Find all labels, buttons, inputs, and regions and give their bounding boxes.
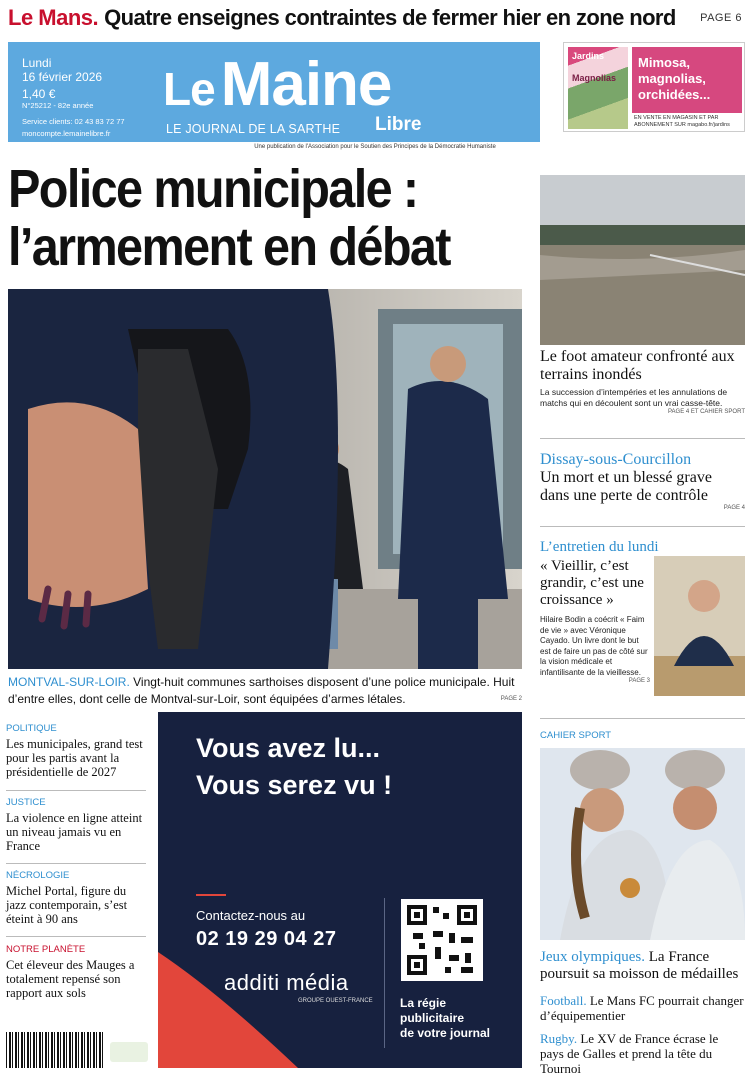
left-item-label: NOTRE PLANÈTE <box>6 944 86 955</box>
entretien-quote: « Vieillir, c’est grandir, c’est une croissance » <box>540 558 644 608</box>
rugby-label: Rugby. <box>540 1031 578 1046</box>
caption-page: PAGE 2 <box>500 696 522 702</box>
magazine-subtitle: Magnolias <box>572 73 617 83</box>
ad-headline-1: Vous avez lu... <box>196 733 381 763</box>
olympics-text: La France poursuit sa moisson de médailles <box>540 949 739 982</box>
main-photo-caption <box>8 674 522 708</box>
ad-regie <box>400 996 490 1041</box>
left-item-text: La violence en ligne atteint un niveau jamais vu en France <box>6 811 143 853</box>
ad-regie-1: La régie <box>400 996 447 1010</box>
left-item-politique[interactable] <box>6 723 148 779</box>
advertisement[interactable] <box>158 712 522 1068</box>
logo-le: Le <box>163 63 215 115</box>
divider <box>540 438 745 439</box>
football-article[interactable] <box>540 993 745 1023</box>
entretien-article[interactable] <box>540 538 659 684</box>
top-banner[interactable] <box>8 4 742 32</box>
football-text: Le Mans FC pourrait changer d’équipementier <box>540 993 744 1023</box>
divider <box>6 863 146 864</box>
foot-body: La succession d’intempéries et les annulations de matchs qui en découlent sont un vrai casse-tête. <box>540 387 728 408</box>
left-item-label: NÉCROLOGIE <box>6 870 70 881</box>
ad-brand: additi média <box>224 970 349 995</box>
dissay-article[interactable] <box>540 451 745 511</box>
ad-groupe: GROUPE OUEST-FRANCE <box>298 998 373 1004</box>
entretien-body: Hilaire Bodin a coécrit « Faim de vie » avec Véronique Cayado. Un livre dont le but est de faire un pas de côté sur la vision médicale et infantilisante de la vieillesse. <box>540 615 648 677</box>
masthead-meta <box>22 100 125 140</box>
man-portrait-illustration <box>654 556 745 696</box>
main-photo[interactable] <box>8 289 522 669</box>
newspaper-logo[interactable] <box>163 50 392 120</box>
logo-maine: Maine <box>220 50 392 119</box>
promo-text: Mimosa, magnolias, orchidées... <box>632 47 742 113</box>
magazine-promo[interactable] <box>563 42 745 132</box>
left-item-text: Les municipales, grand test pour les partis avant la présidentielle de 2027 <box>6 737 143 779</box>
divider <box>540 526 745 527</box>
promo-small-print: EN VENTE EN MAGASIN ET PAR ABONNEMENT SUR magabo.fr/jardins <box>634 115 730 128</box>
main-headline[interactable] <box>8 160 476 276</box>
divider <box>6 790 146 791</box>
masthead-account-link[interactable]: moncompte.lemainelibre.fr <box>22 129 111 138</box>
barcode <box>6 1032 104 1068</box>
ad-regie-3: de votre journal <box>400 1026 491 1040</box>
caption-text: Vingt-huit communes sarthoises disposent d’une police municipale. Huit d’entre elles, dont celle de Montval-sur-Loir, sont équipées d’armes létales. <box>8 675 515 706</box>
football-label: Football. <box>540 993 587 1008</box>
caption-location: MONTVAL-SUR-LOIR. <box>8 675 130 689</box>
dissay-place: Dissay-sous-Courcillon <box>540 451 692 468</box>
rugby-text: Le XV de France écrase le pays de Galles et prend la tête du Tournoi <box>540 1031 719 1076</box>
foot-page: PAGE 4 ET CAHIER SPORT <box>667 409 745 415</box>
qr-code-icon[interactable] <box>401 899 483 981</box>
left-item-necrologie[interactable] <box>6 870 148 926</box>
left-item-justice[interactable] <box>6 797 148 853</box>
rugby-article[interactable] <box>540 1031 745 1076</box>
masthead-tagline: LE JOURNAL DE LA SARTHE <box>166 122 341 136</box>
magazine-cover-image <box>568 47 628 129</box>
masthead <box>8 42 540 142</box>
top-banner-city: Le Mans. <box>8 5 99 30</box>
left-item-label: JUSTICE <box>6 797 46 808</box>
masthead-service: Service clients: 02 43 83 72 77 <box>22 117 125 126</box>
flooded-field-illustration <box>540 175 745 345</box>
olympics-article[interactable] <box>540 949 745 983</box>
left-item-text: Michel Portal, figure du jazz contemporain, s’est éteint à 90 ans <box>6 884 128 926</box>
entretien-label: L’entretien du lundi <box>540 539 659 555</box>
top-banner-page: PAGE 6 <box>700 12 742 24</box>
headline-line-2: l’armement en débat <box>8 217 450 277</box>
olympics-label: Jeux olympiques. <box>540 949 645 965</box>
top-banner-title[interactable]: Quatre enseignes contraintes de fermer hier en zone nord <box>104 5 676 30</box>
divider <box>540 718 745 719</box>
ad-dash <box>196 894 226 896</box>
logo-libre: Libre <box>375 114 422 135</box>
ad-headline-2: Vous serez vu ! <box>196 770 393 800</box>
publication-line: Une publication de l'Association pour le Soutien des Principes de la Démocratie Humaniste <box>254 144 496 150</box>
sport-section-label: CAHIER SPORT <box>540 730 612 741</box>
dissay-title: Un mort et un blessé grave dans une perte de contrôle <box>540 469 712 504</box>
olympic-athletes-illustration <box>540 748 745 940</box>
masthead-issue: N°25212 - 82e année <box>22 101 94 110</box>
flood-photo[interactable] <box>540 175 745 345</box>
olympics-photo[interactable] <box>540 748 745 940</box>
masthead-date <box>22 56 102 101</box>
masthead-date-text: 16 février 2026 <box>22 70 103 84</box>
dissay-page: PAGE 4 <box>723 505 745 511</box>
foot-title: Le foot amateur confronté aux terrains inondés <box>540 348 735 383</box>
magazine-title: Jardins <box>572 51 605 61</box>
left-item-notre-planete[interactable] <box>6 944 148 1000</box>
divider <box>6 936 146 937</box>
eco-label-icon <box>110 1042 148 1062</box>
masthead-day: Lundi <box>22 56 52 70</box>
entretien-page: PAGE 3 <box>628 678 650 684</box>
ad-regie-2: publicitaire <box>400 1011 465 1025</box>
interview-photo[interactable] <box>654 556 745 696</box>
ad-phone[interactable]: 02 19 29 04 27 <box>196 928 337 950</box>
headline-line-1: Police municipale : <box>8 159 418 219</box>
qr-code-graphic <box>405 903 479 977</box>
ad-divider <box>384 898 385 1048</box>
ad-headline <box>196 730 392 804</box>
foot-article[interactable] <box>540 348 745 415</box>
left-item-label: POLITIQUE <box>6 723 57 734</box>
police-photo-illustration <box>8 289 522 669</box>
masthead-price: 1,40 € <box>22 87 56 101</box>
left-item-text: Cet éleveur des Mauges a totalement repensé son rapport aux sols <box>6 958 135 1000</box>
ad-contact-label: Contactez-nous au <box>196 908 306 923</box>
